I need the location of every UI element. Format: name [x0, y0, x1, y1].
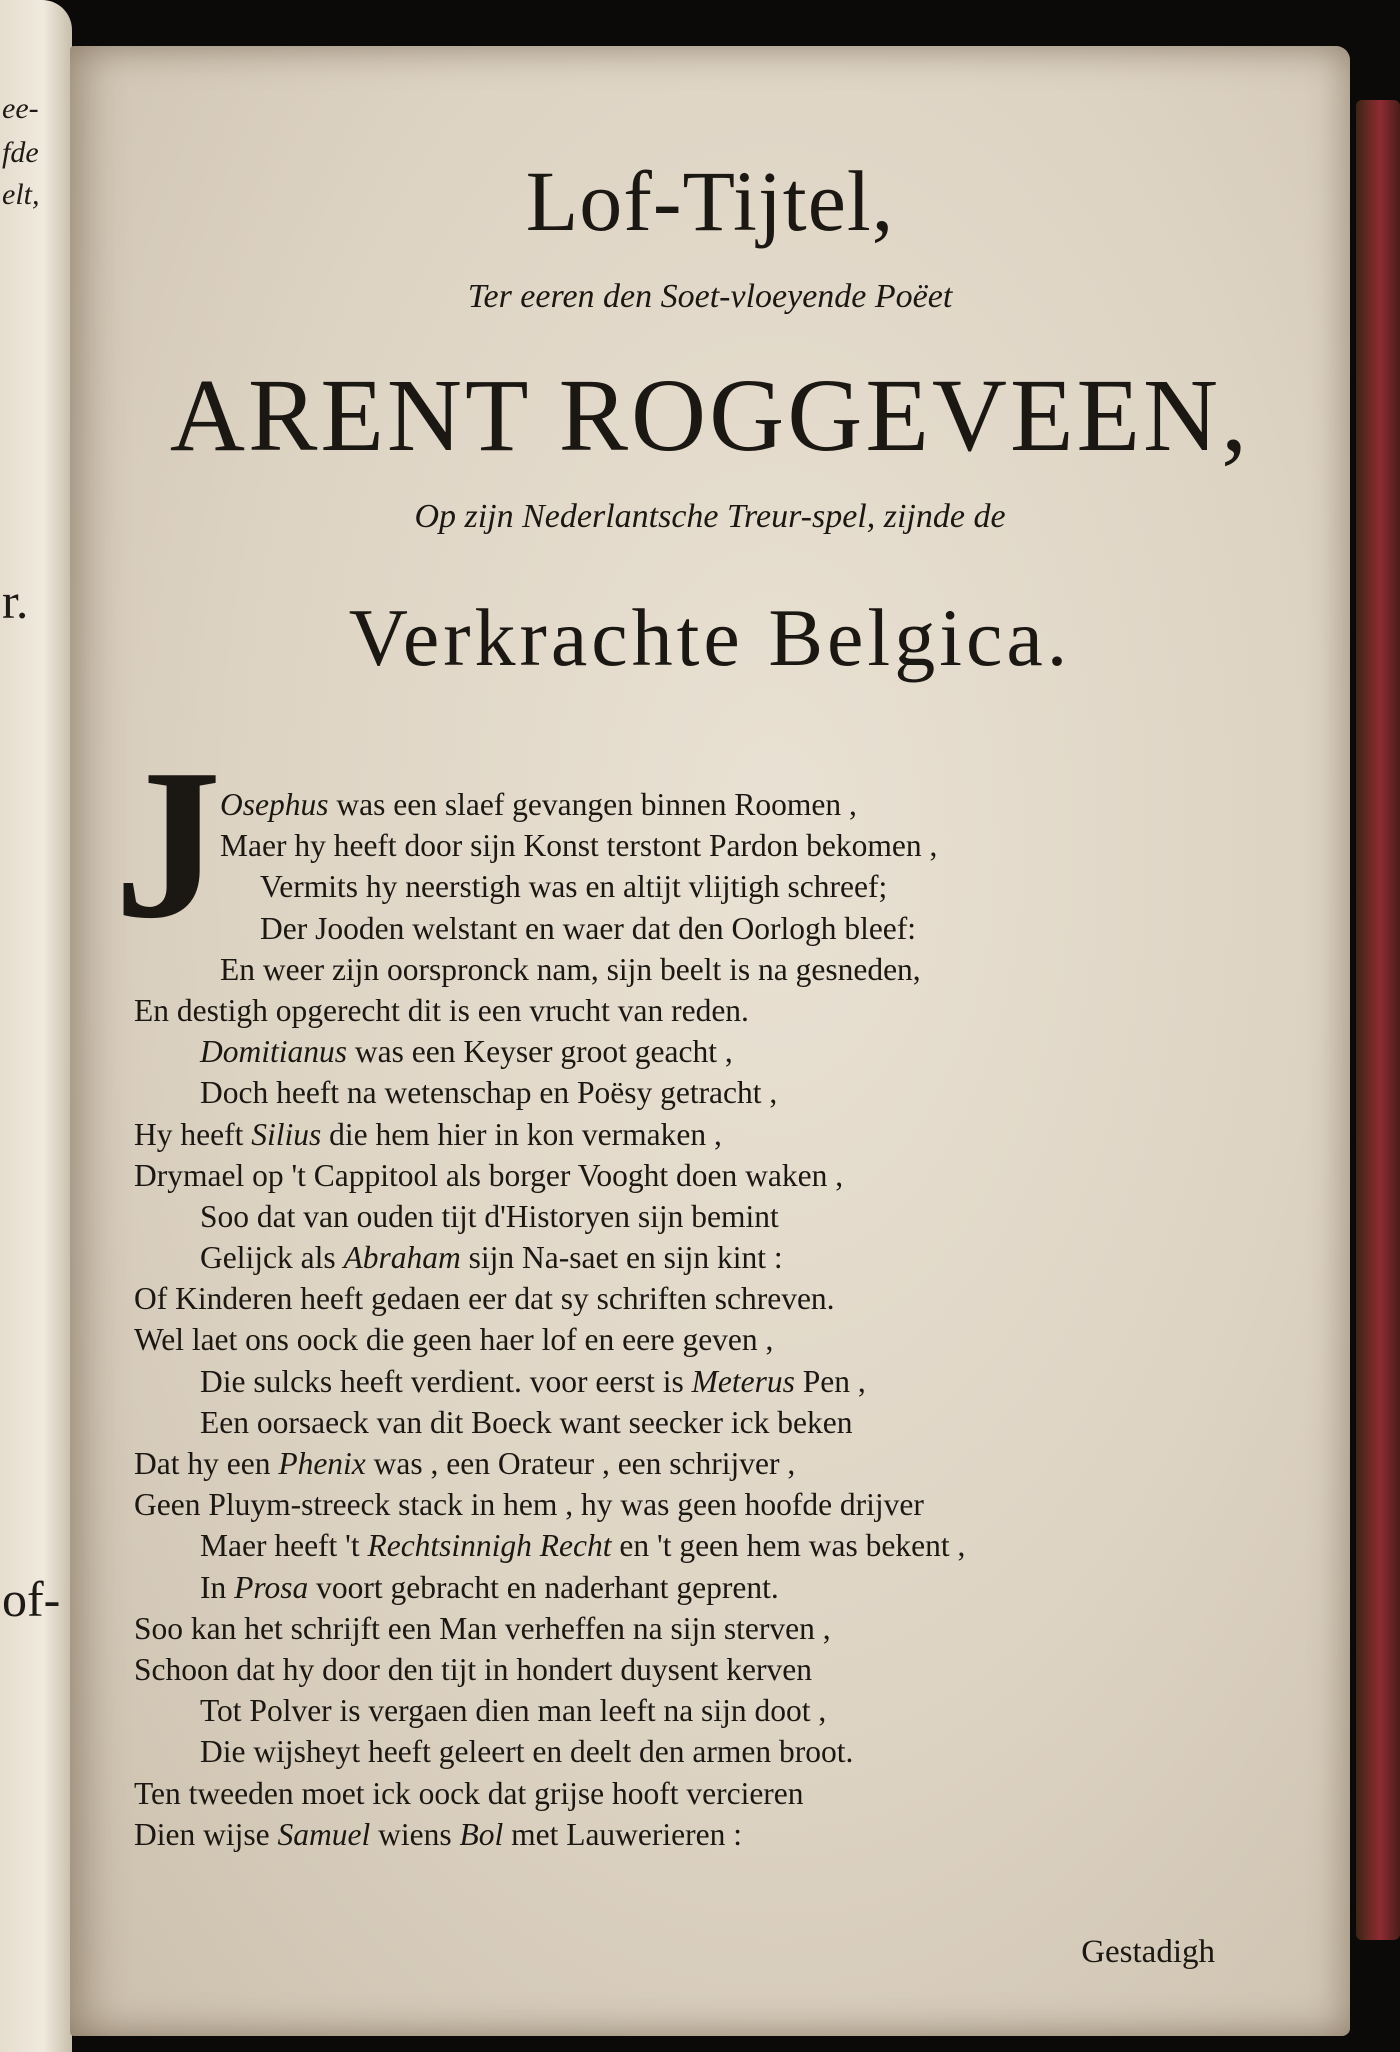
- italic-name: Bol: [459, 1816, 504, 1852]
- verse-text: en 't geen hem was bekent ,: [611, 1528, 966, 1564]
- verse-text: Die wijsheyt heeft geleert en deelt den armen broot.: [200, 1734, 854, 1770]
- verse-text: met Lauwerieren :: [503, 1816, 742, 1852]
- verse-text: Hy heeft: [134, 1116, 252, 1152]
- dedication-subtitle: Ter eeren den Soet-vloeyende Poëet: [467, 278, 953, 315]
- work-title: Verkrachte Belgica.: [348, 592, 1072, 683]
- verse-text: was , een Orateur , een schrijver ,: [365, 1446, 796, 1481]
- verse-text: Der Jooden welstant en waer dat den Oorlogh bleef:: [260, 910, 917, 946]
- poet-name: ARENT ROGGEVEEN,: [169, 358, 1251, 473]
- page-title: Lof-Tijtel,: [525, 153, 895, 249]
- verse-text: Dat hy een: [134, 1446, 279, 1481]
- italic-name: Osephus: [220, 787, 329, 822]
- italic-name: Phenix: [278, 1446, 366, 1481]
- poem-line: [70, 1773, 1350, 1814]
- poem-line: [70, 949, 1350, 990]
- left-page-fragment: elt,: [2, 178, 40, 211]
- verse-text: Of Kinderen heeft gedaen eer dat sy schriften schreven.: [134, 1281, 835, 1317]
- poem-line: [70, 1484, 1350, 1525]
- verse-text: Schoon dat hy door den tijt in hondert duysent kerven: [134, 1651, 813, 1687]
- left-page-fragment: ee-: [2, 92, 39, 125]
- verse-text: Doch heeft na wetenschap en Poësy getracht ,: [200, 1075, 778, 1111]
- verse-text: Vermits hy neerstigh was en altijt vlijtigh schreef;: [260, 869, 888, 905]
- poem-line: [70, 1690, 1350, 1731]
- poem-line: [70, 825, 1350, 866]
- poem-line: [70, 1278, 1350, 1319]
- poem-line: [70, 908, 1350, 949]
- verse-text: Tot Polver is vergaen dien man leeft na sijn doot ,: [200, 1693, 827, 1729]
- verse-text: Soo dat van ouden tijt d'Historyen sijn bemint: [200, 1198, 779, 1234]
- poem-line: [70, 784, 1350, 825]
- verse-text: Ten tweeden moet ick oock dat grijse hooft vercieren: [134, 1775, 804, 1811]
- poem-line: [70, 1031, 1350, 1072]
- verse-text: die hem hier in kon vermaken ,: [321, 1116, 722, 1152]
- left-page-fragment: r.: [2, 573, 29, 629]
- book-spine: [1356, 100, 1400, 1940]
- verse-text: was een Keyser groot geacht ,: [347, 1034, 733, 1070]
- poem-line: [70, 1649, 1350, 1690]
- verse-text: Gelijck als: [200, 1240, 344, 1276]
- poem-line: [70, 1567, 1350, 1608]
- verse-text: In: [200, 1569, 235, 1605]
- poem-line: [70, 1155, 1350, 1196]
- verse-text: Drymael op 't Cappitool als borger Vooght doen waken ,: [134, 1157, 844, 1193]
- italic-name: Samuel: [277, 1816, 371, 1852]
- verse-text: Soo kan het schrijft een Man verheffen na sijn sterven ,: [134, 1610, 831, 1646]
- verse-text: En weer zijn oorspronck nam, sijn beelt is na gesneden,: [220, 951, 921, 987]
- poem-line: [70, 1114, 1350, 1155]
- verse-text: Pen ,: [794, 1363, 866, 1399]
- italic-name: Domitianus: [200, 1034, 348, 1070]
- verse-text: Dien wijse: [134, 1816, 278, 1852]
- italic-name: Abraham: [343, 1240, 461, 1276]
- drop-cap: J: [114, 724, 222, 963]
- verse-text: Een oorsaeck van dit Boeck want seecker ick beken: [200, 1404, 853, 1440]
- poem-line: [70, 1525, 1350, 1566]
- poem-line: [70, 1608, 1350, 1649]
- verse-text: sijn Na-saet en sijn kint :: [460, 1240, 783, 1276]
- book-page: [70, 46, 1350, 2036]
- poem-line: [70, 1814, 1350, 1855]
- poem-line: [70, 1237, 1350, 1278]
- italic-name: Silius: [251, 1116, 322, 1152]
- poem-line: [70, 1402, 1350, 1443]
- verse-text: was een slaef gevangen binnen Roomen ,: [328, 787, 857, 822]
- occasion-line: Op zijn Nederlantsche Treur-spel, zijnde de: [414, 498, 1006, 535]
- poem-line: [70, 1196, 1350, 1237]
- verse-text: voort gebracht en naderhant geprent.: [308, 1569, 779, 1605]
- verse-text: Geen Pluym-streeck stack in hem , hy was geen hoofde drijver: [134, 1487, 924, 1523]
- poem-line: [70, 1319, 1350, 1360]
- poem-line: [70, 1072, 1350, 1113]
- verse-text: Maer heeft 't: [200, 1528, 368, 1564]
- verse-text: Maer hy heeft door sijn Konst terstont Pardon bekomen ,: [220, 828, 938, 864]
- italic-name: Prosa: [234, 1569, 309, 1605]
- left-page-edge: [0, 0, 72, 2052]
- italic-name: Rechtsinnigh Recht: [367, 1528, 612, 1564]
- poem-line: [70, 1443, 1350, 1484]
- poem-line: [70, 866, 1350, 907]
- left-page-fragment: of-: [2, 1571, 61, 1627]
- verse-text: Die sulcks heeft verdient. voor eerst is: [200, 1363, 692, 1399]
- left-page-fragment: fde: [2, 136, 39, 169]
- poem-line: [70, 1361, 1350, 1402]
- italic-name: Meterus: [691, 1363, 795, 1399]
- poem-line: [70, 990, 1350, 1031]
- verse-text: Wel laet ons oock die geen haer lof en eere geven ,: [134, 1322, 774, 1358]
- poem-line: [70, 1731, 1350, 1772]
- poem-body: [70, 784, 1350, 1855]
- verse-text: wiens: [370, 1816, 460, 1852]
- verse-text: En destigh opgerecht dit is een vrucht van reden.: [134, 992, 749, 1028]
- catchword: Gestadigh: [1081, 1934, 1215, 1970]
